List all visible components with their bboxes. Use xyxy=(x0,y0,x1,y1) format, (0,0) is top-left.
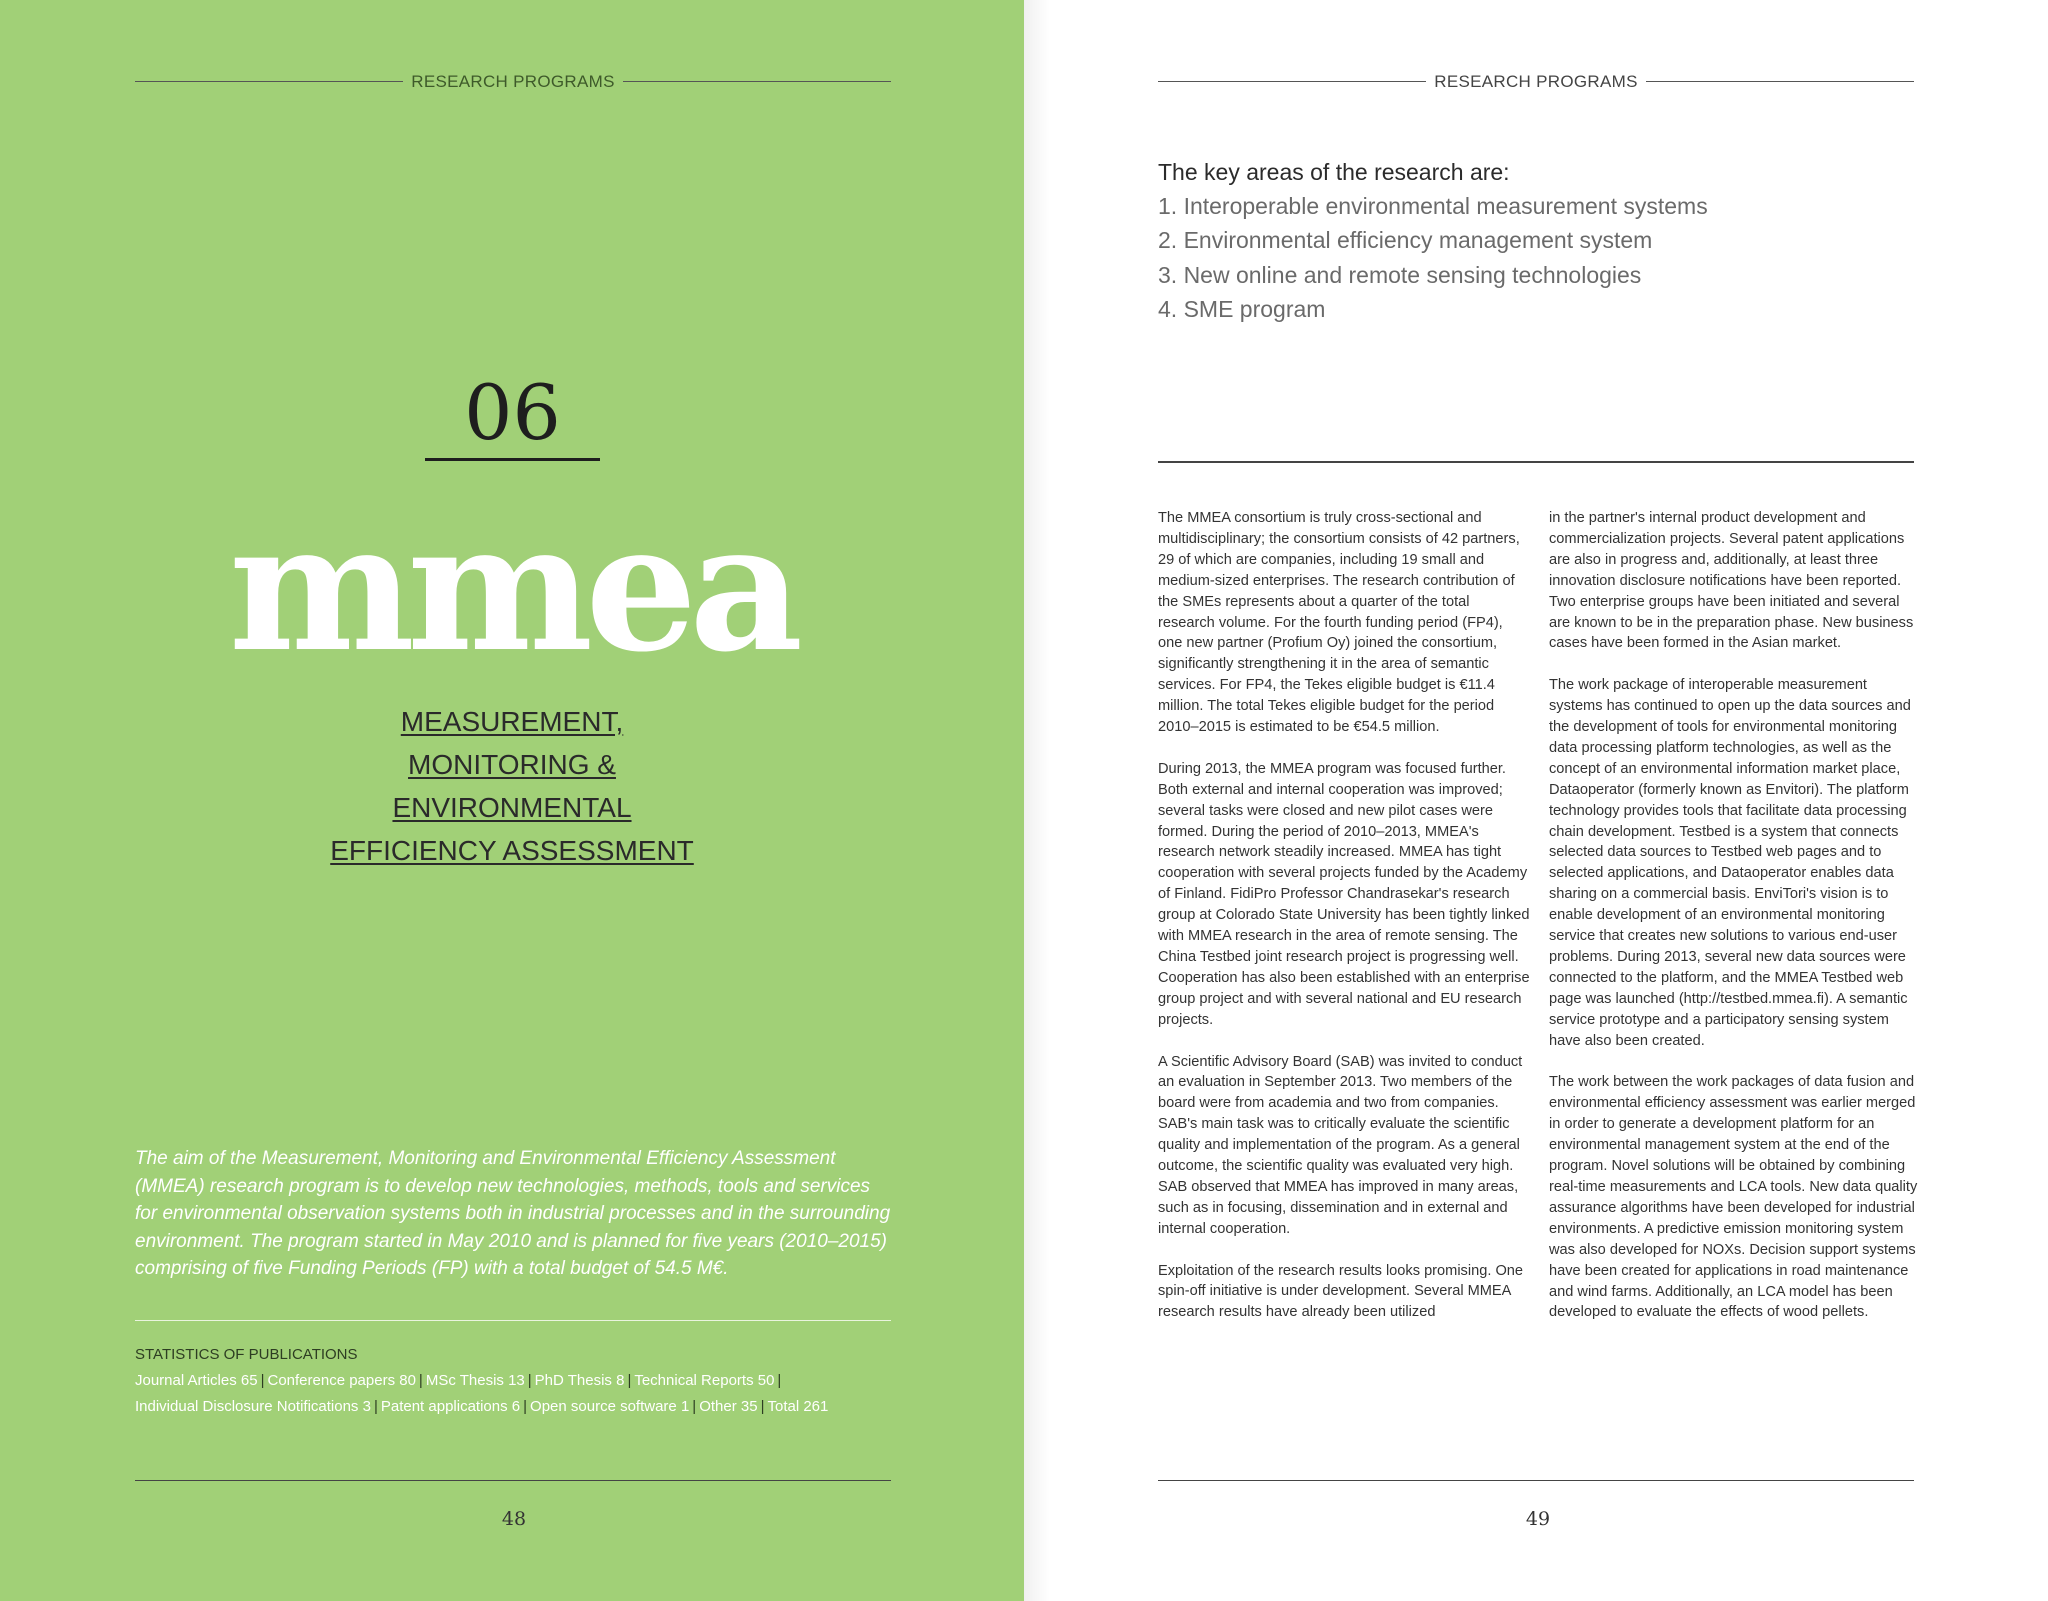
footer-rule-left xyxy=(135,1480,891,1481)
page-number-left: 48 xyxy=(501,1508,527,1530)
key-area-item: 3. New online and remote sensing technologies xyxy=(1158,261,1642,288)
program-name: mmea xyxy=(228,484,796,691)
chapter-number-underline xyxy=(425,458,600,461)
program-fullname: MEASUREMENT, MONITORING & ENVIRONMENTAL EFFICIENCY ASSESSMENT xyxy=(330,706,694,866)
body-column-right xyxy=(1549,508,1921,1344)
footer-rule-right xyxy=(1158,1480,1914,1481)
key-areas xyxy=(1158,155,1918,326)
running-head-right xyxy=(1158,70,1914,94)
stat-item: Conference papers 80 xyxy=(267,1372,416,1389)
program-aim-text: The aim of the Measurement, Monitoring and Environmental Efficiency Assessment (MMEA) research program is to develop new technologies, methods, tools and services for environmental observation systems both in industrial processes and in the surrounding environment. The program started in May 2010 and is planned for five years (2010–2015) comprising of five Funding Periods (FP) with a total budget of 54.5 M€. xyxy=(135,1148,891,1279)
key-areas-title: The key areas of the research are: xyxy=(1158,159,1510,185)
statistics-divider xyxy=(135,1320,891,1321)
stat-item: Journal Articles 65 xyxy=(135,1372,258,1389)
statistics-line-2: Individual Disclosure Notifications 3 | Patent applications 6 | Open source software 1 | Other 35 | Total 261 xyxy=(135,1398,829,1415)
page-number-right: 49 xyxy=(1525,1508,1551,1530)
stat-item: MSc Thesis 13 xyxy=(425,1372,525,1389)
right-page xyxy=(1024,0,2048,1601)
statistics-line-1: Journal Articles 65 | Conference papers 80 | MSc Thesis 13 | PhD Thesis 8 | Technical Reports 50 | xyxy=(135,1372,782,1389)
running-head-text: RESEARCH PROGRAMS xyxy=(1426,72,1645,91)
key-area-item: 4. SME program xyxy=(1158,295,1326,322)
stat-item: Other 35 xyxy=(699,1398,758,1415)
statistics-heading: STATISTICS OF PUBLICATIONS xyxy=(135,1346,358,1363)
body-paragraph: The work package of interoperable measurement systems has continued to open up the data sources and the development of tools for environmental monitoring data processing platform technologies, as well as the concept of an environmental information market place, Dataoperator (formerly known as Envitori). The platform technology provides tools that facilitate data processing chain development. Testbed is a system that connects selected data sources to Testbed web pages and to selected applications, and Dataoperator enables data sharing on a commercial basis. EnviTori's vision is to enable development of an environmental monitoring service that creates new solutions to various end-user problems. During 2013, several new data sources were connected to the platform, and the MMEA Testbed web page was launched (http://testbed.mmea.fi). A semantic service prototype and a participatory sensing system have also been created. xyxy=(1549,677,1911,1049)
stat-item: Open source software 1 xyxy=(530,1398,690,1415)
body-column-left xyxy=(1158,508,1530,1344)
body-paragraph: in the partner's internal product development and commercialization projects. Several patent applications are also in progress and, additionally, at least three innovation disclosure notifications have been reported. Two enterprise groups have been initiated and several are known to be in the preparation phase. New business cases have been formed in the Asian market. xyxy=(1549,510,1914,652)
running-head-left xyxy=(135,70,891,94)
stat-item: Total 261 xyxy=(767,1398,829,1415)
stat-item: PhD Thesis 8 xyxy=(534,1372,625,1389)
stat-item: Patent applications 6 xyxy=(380,1398,521,1415)
key-area-item: 2. Environmental efficiency management system xyxy=(1158,227,1653,254)
body-paragraph: The MMEA consortium is truly cross-sectional and multidisciplinary; the consortium consists of 42 partners, 29 of which are companies, including 19 small and medium-sized enterprises. The research contribution of the SMEs represents about a quarter of the total research volume. For the fourth funding period (FP4), one new partner (Profium Oy) joined the consortium, significantly strengthening it in the area of semantic services. For FP4, the Tekes eligible budget is €11.4 million. The total Tekes eligible budget for the period 2010–2015 is estimated to be €54.5 million. xyxy=(1158,510,1520,736)
stat-item: Technical Reports 50 xyxy=(634,1372,775,1389)
stat-item: Individual Disclosure Notifications 3 xyxy=(135,1398,371,1415)
body-paragraph: Exploitation of the research results looks promising. One spin-off initiative is under development. Several MMEA research results have already been utilized xyxy=(1158,1262,1524,1321)
key-area-item: 1. Interoperable environmental measurement systems xyxy=(1158,193,1708,219)
chapter-number: 06 xyxy=(464,368,561,457)
body-paragraph: The work between the work packages of data fusion and environmental efficiency assessment was earlier merged in order to generate a development platform for an environmental management system at the end of the program. Novel solutions will be obtained by combining real-time measurements and LCA tools. New data quality assurance algorithms have been developed for industrial environments. A predictive emission monitoring system was also developed for NOXs. Decision support systems have been created for applications in road maintenance and wind farms. Additionally, an LCA model has been developed to evaluate the effects of wood pellets. xyxy=(1549,1074,1918,1321)
running-head-text: RESEARCH PROGRAMS xyxy=(403,72,622,91)
section-divider xyxy=(1158,461,1914,463)
body-paragraph: During 2013, the MMEA program was focused further. Both external and internal cooperation was improved; several tasks were closed and new pilot cases were formed. During the period of 2010–2013, MMEA's research network steadily increased. MMEA has tight cooperation with several projects funded by the Academy of Finland. FidiPro Professor Chandrasekar's research group at Colorado State University has been tightly linked with MMEA research in the area of remote sensing. The China Testbed joint research project is progressing well. Cooperation has also been established with an enterprise group project and with several national and EU research projects. xyxy=(1158,760,1530,1028)
gutter-shadow xyxy=(1024,0,1050,1601)
body-paragraph: A Scientific Advisory Board (SAB) was invited to conduct an evaluation in September 2013. Two members of the board were from academia and two from companies. SAB's main task was to critically evaluate the scientific quality and implementation of the program. As a general outcome, the scientific quality was evaluated very high. SAB observed that MMEA has improved in many areas, such as in focusing, dissemination and in external and internal cooperation. xyxy=(1158,1053,1523,1237)
